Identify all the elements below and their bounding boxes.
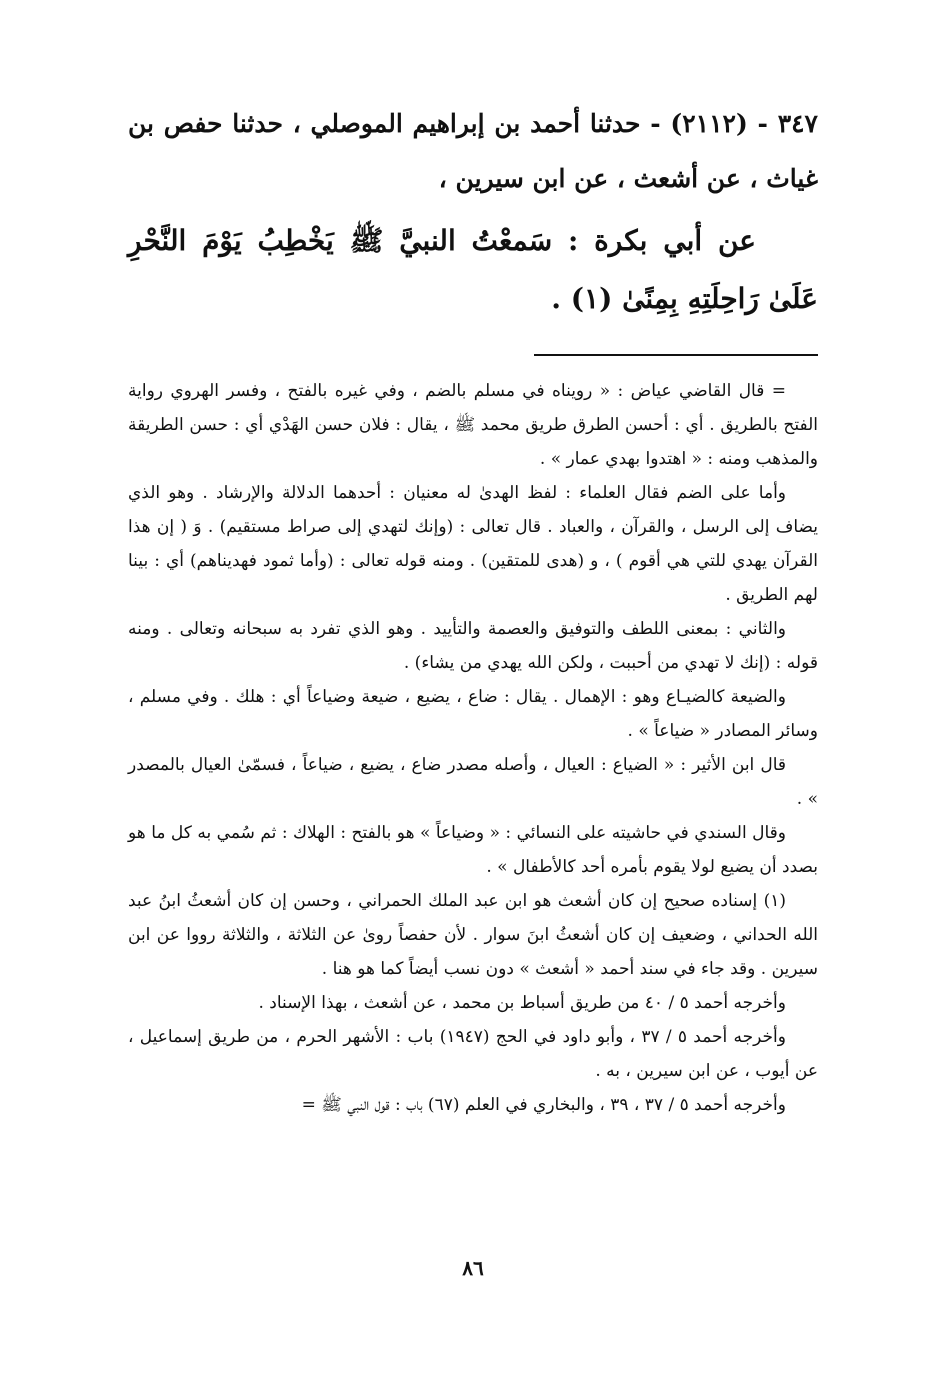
- footnote-paragraph: والضيعة كالضيـاع وهو : الإهمال . يقال : ضاع ، يضيع ، ضيعة وضياعاً أي : هلك . وفي مسلم ، وسائر المصادر « ضياعاً » .: [128, 687, 818, 741]
- footnote-paragraph: وأخرجه أحمد ٥ / ٤٠ من طريق أسباط بن محمد ، عن أشعث ، بهذا الإسناد .: [258, 993, 786, 1013]
- footnote-paragraph: وأما على الضم فقال العلماء : لفظ الهدىٰ له معنيان : أحدهما الدلالة والإرشاد . وهو الذي يضاف إلى الرسل ، والقرآن ، والعباد . قال تعالى : (وإنك لتهدي إلى صراط مستقيم) . وَ ( إن هذا القرآن يهدي للتي هي أقوم ) ، و (هدى للمتقين) . ومنه قوله تعالى : (وأما ثمود فهديناهم) أي : بينا لهم الطريق .: [128, 483, 818, 605]
- hadith-matn: عن أبي بكرة : سَمعْتُ النبيَّ ﷺ يَخْطِبُ يَوْمَ النَّحْرِ عَلَىٰ رَاحِلَتِهِ بِمِنًىٰ (١) .: [128, 224, 818, 315]
- footnote-paragraph: وأخرجه أحمد ٥ / ٣٧ ، ٣٩ ، والبخاري في العلم (٦٧) باب : قول النبي ﷺ =: [301, 1095, 786, 1115]
- hadith-isnad: ٣٤٧ - (٢١١٢) - حدثنا أحمد بن إبراهيم الموصلي ، حدثنا حفص بن غياث ، عن أشعث ، عن ابن سيرين ،: [128, 109, 818, 193]
- footnote-paragraph: قال ابن الأثير : « الضياع : العيال ، وأصله مصدر ضاع ، يضيع ، ضياعاً ، فسمّىٰ العيال بالمصدر » .: [128, 755, 818, 809]
- footnote-separator: [534, 354, 818, 356]
- page-number: ٨٦: [462, 1256, 484, 1280]
- footnote-paragraph: وأخرجه أحمد ٥ / ٣٧ ، وأبو داود في الحج (١٩٤٧) باب : الأشهر الحرم ، من طريق إسماعيل ، عن أيوب ، عن ابن سيرين ، به .: [128, 1027, 818, 1081]
- footnote-paragraph: وقال السندي في حاشيته على النسائي : « وضياعاً » هو بالفتح : الهلاك : ثم سُمي به كل ما هو بصدد أن يضيع لولا يقوم بأمره أحد كالأطفال » .: [128, 823, 818, 877]
- page-content: [128, 96, 818, 1122]
- footnote-paragraph: = قال القاضي عياض : « رويناه في مسلم بالضم ، وفي غيره بالفتح ، وفسر الهروي رواية الفتح بالطريق . أي : أحسن الطرق طريق محمد ﷺ ، يقال : فلان حسن الهَدْي أي : حسن الطريقة والمذهب ومنه : « اهتدوا بهدي عمار » .: [128, 381, 818, 469]
- footnote-paragraph: والثاني : بمعنى اللطف والتوفيق والعصمة والتأييد . وهو الذي تفرد به سبحانه وتعالى . ومنه قوله : (إنك لا تهدي من أحببت ، ولكن الله يهدي من يشاء) .: [128, 619, 818, 673]
- footnotes: [128, 374, 818, 1122]
- footnote-paragraph: (١) إسناده صحيح إن كان أشعث هو ابن عبد الملك الحمراني ، وحسن إن كان أشعثُ ابنُ عبد الله الحداني ، وضعيف إن كان أشعثُ ابنَ سوار . لأن حفصاً روىٰ عن الثلاثة ، والثلاثة رووا عن ابن سيرين . وقد جاء في سند أحمد « أشعث » دون نسب أيضاً كما هو هنا .: [128, 891, 818, 979]
